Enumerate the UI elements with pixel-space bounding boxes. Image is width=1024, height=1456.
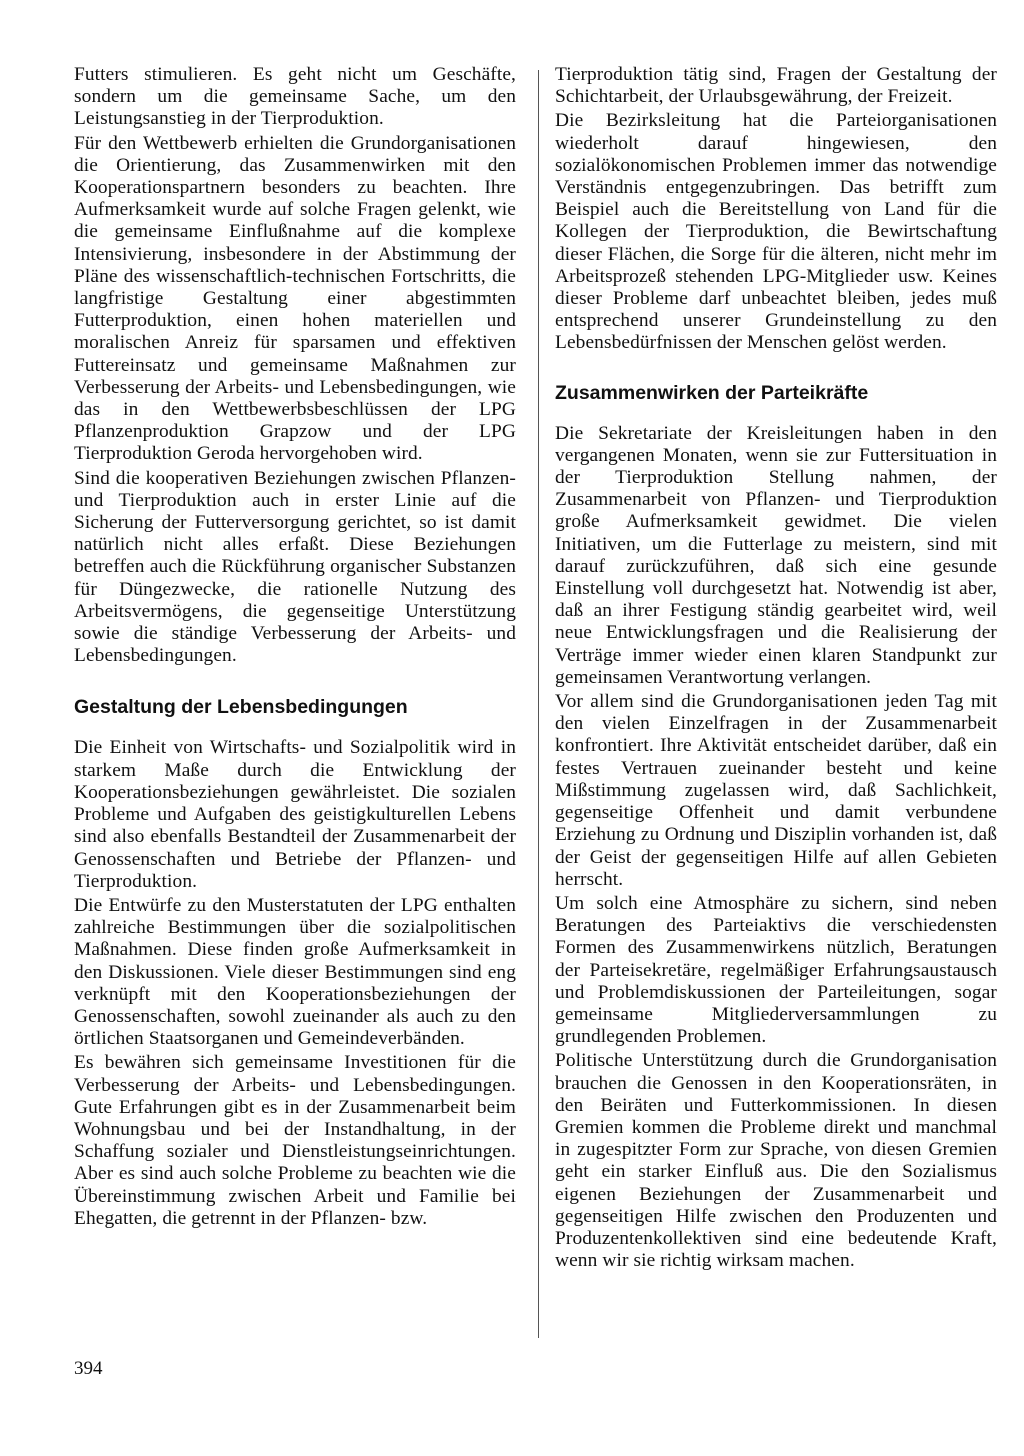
left-column (74, 64, 516, 1230)
paragraph: Die Entwürfe zu den Musterstatuten der LPG enthalten zahlreiche Bestimmungen über die sozialpolitischen Maßnahmen. Diese finden große Aufmerksamkeit in den Diskussionen. Viele dieser Bestimmungen sind eng verknüpft mit den Kooperationsbeziehungen der Genossenschaften, sowohl zueinander als auch zu den örtlichen Staatsorganen und Gemeindeverbänden. (74, 894, 516, 1050)
paragraph: Um solch eine Atmosphäre zu sichern, sind neben Beratungen des Parteiaktivs die verschiedensten Formen des Zusammenwirkens nützlich, Beratungen der Parteisekretäre, regelmäßiger Erfahrungsaustausch und Problemdiskussionen der Parteileitungen, sogar gemeinsame Mitgliederversammlungen zu grundlegenden Problemen. (555, 892, 997, 1048)
paragraph: Für den Wettbewerb erhielten die Grundorganisationen die Orientierung, das Zusammenwirken mit den Kooperationspartnern besonders zu beachten. Ihre Aufmerksamkeit wurde auf solche Fragen gelenkt, wie die gemeinsame Einflußnahme auf die komplexe Intensivierung, insbesondere in der Abstimmung der Pläne des wissenschaftlich-technischen Fortschritts, die langfristige Gestaltung einer abgestimmten Futterproduktion, einen hohen materiellen und moralischen Anreiz für sparsamen und effektiven Futtereinsatz und gemeinsame Maßnahmen zur Verbesserung der Arbeits- und Lebensbedingungen, wie das in den Wettbewerbsbeschlüssen der LPG Pflanzenproduktion Grapzow und der LPG Tierproduktion Geroda hervorgehoben wird. (74, 132, 516, 465)
paragraph: Die Einheit von Wirtschafts- und Sozialpolitik wird in starkem Maße durch die Entwicklung der Kooperationsbeziehungen gewährleistet. Die sozialen Probleme und Aufgaben des geistigkulturellen Lebens sind also ebenfalls Bestandteil der Zusammenarbeit der Genossenschaften und Betriebe der Pflanzen- und Tierproduktion. (74, 737, 516, 892)
column-divider (538, 70, 539, 1338)
paragraph: Es bewähren sich gemeinsame Investitionen für die Verbesserung der Arbeits- und Lebensbedingungen. Gute Erfahrungen gibt es in der Zusammenarbeit beim Wohnungsbau und bei der Instandhaltung, in der Schaffung sozialer und Dienstleistungseinrichtungen. Aber es sind auch solche Probleme zu beachten wie die Übereinstimmung zwischen Arbeit und Familie bei Ehegatten, die getrennt in der Pflanzen- bzw. (74, 1052, 516, 1229)
right-column (555, 64, 997, 1272)
paragraph: Vor allem sind die Grundorganisationen jeden Tag mit den vielen Einzelfragen in der Zusammenarbeit konfrontiert. Ihre Aktivität entscheidet darüber, daß ein festes Vertrauen zueinander besteht und keine Mißstimmung zugelassen wird, daß Sachlichkeit, gegenseitige Offenheit und damit verbundene Erziehung zu Ordnung und Disziplin vorhanden ist, daß der Geist der gegenseitigen Hilfe auf allen Gebieten herrscht. (555, 691, 997, 890)
paragraph: Tierproduktion tätig sind, Fragen der Gestaltung der Schichtarbeit, der Urlaubsgewährung, der Freizeit. (555, 64, 997, 108)
section-heading: Zusammenwirken der Parteikräfte (555, 381, 869, 404)
paragraph: Sind die kooperativen Beziehungen zwischen Pflanzen- und Tierproduktion auch in erster Linie auf die Sicherung der Futterversorgung gerichtet, so ist damit natürlich nicht alles erfaßt. Diese Beziehungen betreffen auch die Rückführung organischer Substanzen für Düngezwecke, die rationelle Nutzung des Arbeitsvermögens, die gegenseitige Unterstützung sowie die ständige Verbesserung der Arbeits- und Lebensbedingungen. (74, 467, 516, 667)
page-number: 394 (74, 1358, 103, 1379)
paragraph: Futters stimulieren. Es geht nicht um Geschäfte, sondern um die gemeinsame Sache, um den Leistungsanstieg in der Tierproduktion. (74, 64, 516, 130)
section-heading: Gestaltung der Lebensbedingungen (74, 696, 408, 719)
paragraph: Die Bezirksleitung hat die Parteiorganisationen wiederholt darauf hingewiesen, den sozialökonomischen Problemen immer das notwendige Verständnis entgegenzubringen. Das betrifft zum Beispiel auch die Bereitstellung von Land für die Kollegen der Tierproduktion, die Bewirtschaftung dieser Flächen, die Sorge für die älteren, nicht mehr im Arbeitsprozeß stehenden LPG-Mitglieder usw. Keines dieser Probleme darf unbeachtet bleiben, jedes muß entsprechend unserer Grundeinstellung zu den Lebensbedürfnissen der Menschen gelöst werden. (555, 110, 997, 354)
paragraph: Politische Unterstützung durch die Grundorganisation brauchen die Genossen in den Kooperationsräten, in den Beiräten und Futterkommissionen. In diesen Gremien kommen die Probleme direkt und manchmal in zugespitzter Form zur Sprache, von diesen Gremien geht ein starker Einfluß aus. Die den Sozialismus eigenen Beziehungen der Zusammenarbeit und gegenseitigen Hilfe zwischen den Produzenten und Produzentenkollektiven sind eine bedeutende Kraft, wenn wir sie richtig wirksam machen. (555, 1050, 997, 1272)
paragraph: Die Sekretariate der Kreisleitungen haben in den vergangenen Monaten, wenn sie zur Futtersituation in der Tierproduktion Stellung nahmen, der Zusammenarbeit von Pflanzen- und Tierproduktion große Aufmerksamkeit gewidmet. Die vielen Initiativen, um die Futterlage zu meistern, sind mit darauf zurückzuführen, daß sich eine gesunde Einstellung voll durchgesetzt hat. Notwendig ist aber, daß an ihrer Festigung ständig gearbeitet wird, weil neue Entwicklungsfragen und die Realisierung der Verträge immer wieder einen klaren Standpunkt zur gemeinsamen Verantwortung verlangen. (555, 422, 997, 688)
